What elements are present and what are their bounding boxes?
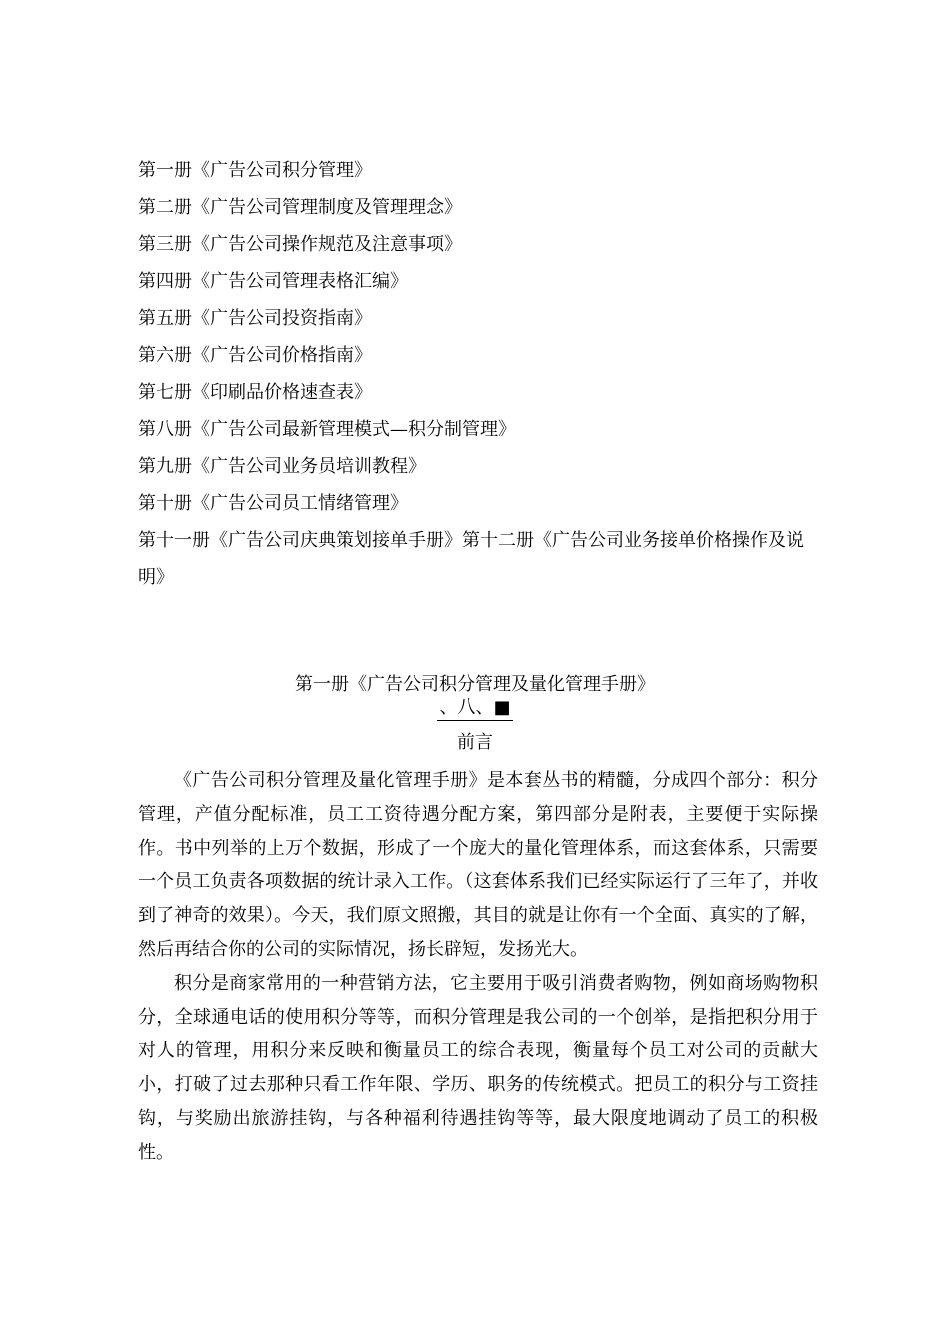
toc-item-last: 第十一册《广告公司庆典策划接单手册》第十二册《广告公司业务接单价格操作及说明》 xyxy=(138,530,804,588)
toc-item: 第十册《广告公司员工情绪管理》 xyxy=(138,493,408,514)
preface-title: 前言 xyxy=(457,732,493,753)
toc-item: 第二册《广告公司管理制度及管理理念》 xyxy=(138,197,462,218)
table-of-contents xyxy=(138,152,828,596)
toc-item: 第六册《广告公司价格指南》 xyxy=(138,345,372,366)
toc-item: 第八册《广告公司最新管理模式—积分制管理》 xyxy=(138,419,516,440)
book-title: 第一册《广告公司积分管理及量化管理手册》 xyxy=(295,674,655,695)
toc-item: 第五册《广告公司投资指南》 xyxy=(138,308,372,329)
preface-body xyxy=(138,764,818,1170)
section-heading xyxy=(0,672,950,759)
toc-item: 第三册《广告公司操作规范及注意事项》 xyxy=(138,234,462,255)
heading-mark: 、八、■ xyxy=(437,698,512,721)
body-paragraph: 积分是商家常用的一种营销方法，它主要用于吸引消费者购物，例如商场购物积分，全球通电话的使用积分等等，而积分管理是我公司的一个创举，是指把积分用于对人的管理，用积分来反映和衡量员工的综合表现，衡量每个员工对公司的贡献大小，打破了过去那种只看工作年限、学历、职务的传统模式。把员工的积分与工资挂钩，与奖励出旅游挂钩，与各种福利待遇挂钩等等，最大限度地调动了员工的积极性。 xyxy=(138,972,818,1163)
toc-item: 第七册《印刷品价格速查表》 xyxy=(138,382,372,403)
toc-item: 第九册《广告公司业务员培训教程》 xyxy=(138,456,426,477)
body-paragraph: 《广告公司积分管理及量化管理手册》是本套丛书的精髓，分成四个部分：积分管理，产值分配标准，员工工资待遇分配方案，第四部分是附表，主要便于实际操作。书中列举的上万个数据，形成了一个庞大的量化管理体系，而这套体系，只需要一个员工负责各项数据的统计录入工作。（这套体系我们已经实际运行了三年了，并收到了神奇的效果）。今天，我们原文照搬，其目的就是让你有一个全面、真实的了解，然后再结合你的公司的实际情况，扬长辟短，发扬光大。 xyxy=(138,770,818,960)
toc-item: 第四册《广告公司管理表格汇编》 xyxy=(138,271,408,292)
toc-item: 第一册《广告公司积分管理》 xyxy=(138,160,372,181)
